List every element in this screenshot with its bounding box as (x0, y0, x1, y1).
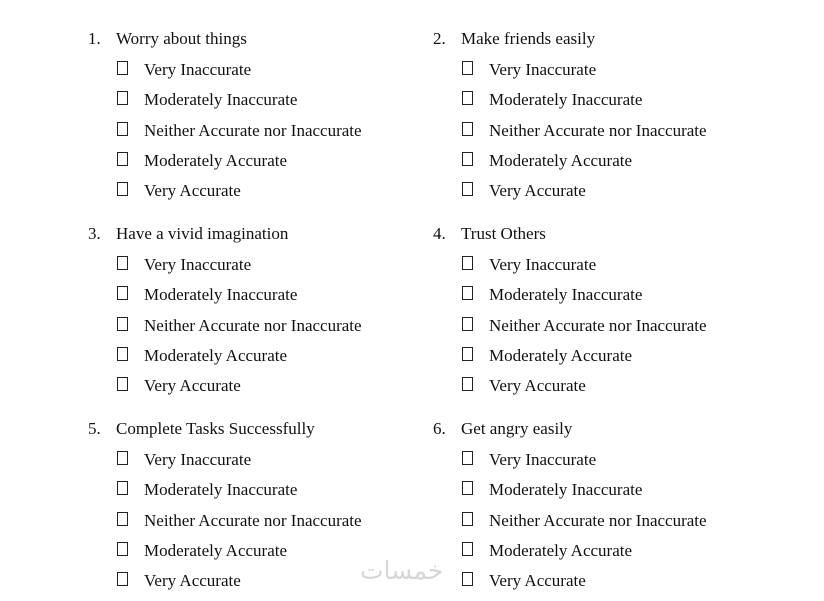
checkbox[interactable] (462, 317, 473, 331)
question-header (88, 224, 408, 255)
question-text: Worry about things (116, 29, 247, 48)
option-neither[interactable] (88, 316, 408, 346)
option-very-accurate[interactable] (433, 181, 753, 211)
option-label: Very Accurate (144, 181, 241, 201)
checkbox[interactable] (117, 122, 128, 136)
option-label: Moderately Accurate (144, 345, 288, 365)
checkbox[interactable] (117, 286, 128, 300)
checkbox[interactable] (462, 122, 473, 136)
checkbox[interactable] (117, 542, 128, 556)
question-text: Make friends easily (461, 29, 596, 48)
checkbox[interactable] (462, 182, 473, 196)
checkbox[interactable] (117, 347, 128, 361)
option-moderately-accurate[interactable] (433, 541, 753, 571)
option-neither[interactable] (433, 121, 753, 151)
option-moderately-accurate[interactable] (433, 346, 753, 376)
question-text: Have a vivid imagination (116, 224, 289, 243)
checkbox[interactable] (462, 347, 473, 361)
option-moderately-inaccurate[interactable] (88, 285, 408, 315)
checkbox[interactable] (117, 481, 128, 495)
checkbox[interactable] (462, 91, 473, 105)
checkbox[interactable] (462, 451, 473, 465)
checkbox[interactable] (117, 91, 128, 105)
question-4 (433, 224, 753, 406)
question-header (433, 29, 753, 60)
option-neither[interactable] (88, 511, 408, 541)
option-very-accurate[interactable] (88, 376, 408, 406)
option-label: Very Accurate (489, 376, 586, 396)
checkbox[interactable] (117, 256, 128, 270)
question-header (433, 419, 753, 450)
option-label: Very Accurate (489, 571, 586, 591)
checkbox[interactable] (462, 377, 473, 391)
option-label: Moderately Inaccurate (489, 285, 643, 305)
question-header (88, 29, 408, 60)
checkbox[interactable] (462, 152, 473, 166)
option-label: Neither Accurate nor Inaccurate (489, 120, 707, 140)
option-label: Moderately Accurate (489, 540, 633, 560)
checkbox[interactable] (462, 481, 473, 495)
checkbox[interactable] (462, 572, 473, 586)
option-label: Very Inaccurate (144, 60, 252, 79)
option-moderately-inaccurate[interactable] (88, 90, 408, 120)
option-label: Neither Accurate nor Inaccurate (144, 120, 362, 140)
option-neither[interactable] (88, 121, 408, 151)
option-label: Very Accurate (144, 376, 241, 396)
option-label: Neither Accurate nor Inaccurate (489, 315, 707, 335)
option-label: Moderately Inaccurate (489, 90, 643, 110)
question-header (433, 224, 753, 255)
option-label: Very Accurate (489, 181, 586, 201)
option-label: Moderately Inaccurate (489, 480, 643, 500)
option-label: Very Inaccurate (144, 450, 252, 469)
option-label: Moderately Accurate (489, 150, 633, 170)
question-number: 1. (88, 29, 101, 48)
checkbox[interactable] (117, 61, 128, 75)
option-label: Moderately Inaccurate (144, 285, 298, 305)
option-label: Very Inaccurate (489, 255, 597, 274)
option-very-accurate[interactable] (433, 376, 753, 406)
option-very-inaccurate[interactable] (433, 450, 753, 480)
question-number: 4. (433, 224, 446, 243)
option-very-accurate[interactable] (433, 571, 753, 601)
question-6 (433, 419, 753, 601)
option-label: Moderately Inaccurate (144, 90, 298, 110)
option-moderately-inaccurate[interactable] (433, 90, 753, 120)
checkbox[interactable] (462, 542, 473, 556)
option-moderately-inaccurate[interactable] (88, 480, 408, 510)
option-moderately-inaccurate[interactable] (433, 480, 753, 510)
question-text: Get angry easily (461, 419, 573, 438)
checkbox[interactable] (117, 152, 128, 166)
option-label: Moderately Accurate (144, 150, 288, 170)
question-header (88, 419, 408, 450)
option-label: Very Inaccurate (489, 450, 597, 469)
option-very-inaccurate[interactable] (88, 450, 408, 480)
watermark-logo: خمسات (360, 556, 444, 585)
question-number: 3. (88, 224, 101, 243)
question-2 (433, 29, 753, 211)
option-very-accurate[interactable] (88, 181, 408, 211)
checkbox[interactable] (117, 572, 128, 586)
option-label: Very Accurate (144, 571, 241, 591)
option-very-inaccurate[interactable] (433, 60, 753, 90)
option-moderately-accurate[interactable] (433, 151, 753, 181)
question-3 (88, 224, 408, 406)
question-1 (88, 29, 408, 211)
option-label: Neither Accurate nor Inaccurate (489, 510, 707, 530)
option-very-inaccurate[interactable] (88, 255, 408, 285)
question-number: 5. (88, 419, 101, 438)
option-moderately-accurate[interactable] (88, 346, 408, 376)
checkbox[interactable] (462, 512, 473, 526)
option-very-inaccurate[interactable] (88, 60, 408, 90)
option-moderately-inaccurate[interactable] (433, 285, 753, 315)
option-very-inaccurate[interactable] (433, 255, 753, 285)
checkbox[interactable] (462, 286, 473, 300)
question-number: 6. (433, 419, 446, 438)
option-neither[interactable] (433, 511, 753, 541)
option-label: Moderately Accurate (489, 345, 633, 365)
option-label: Very Inaccurate (144, 255, 252, 274)
checkbox[interactable] (117, 451, 128, 465)
question-text: Complete Tasks Successfully (116, 419, 315, 438)
checkbox[interactable] (117, 512, 128, 526)
option-label: Neither Accurate nor Inaccurate (144, 315, 362, 335)
option-label: Moderately Inaccurate (144, 480, 298, 500)
checkbox[interactable] (117, 317, 128, 331)
option-label: Moderately Accurate (144, 540, 288, 560)
option-neither[interactable] (433, 316, 753, 346)
checkbox[interactable] (462, 256, 473, 270)
checkbox[interactable] (462, 61, 473, 75)
question-text: Trust Others (461, 224, 546, 243)
option-label: Very Inaccurate (489, 60, 597, 79)
question-number: 2. (433, 29, 446, 48)
option-label: Neither Accurate nor Inaccurate (144, 510, 362, 530)
checkbox[interactable] (117, 377, 128, 391)
option-moderately-accurate[interactable] (88, 151, 408, 181)
checkbox[interactable] (117, 182, 128, 196)
